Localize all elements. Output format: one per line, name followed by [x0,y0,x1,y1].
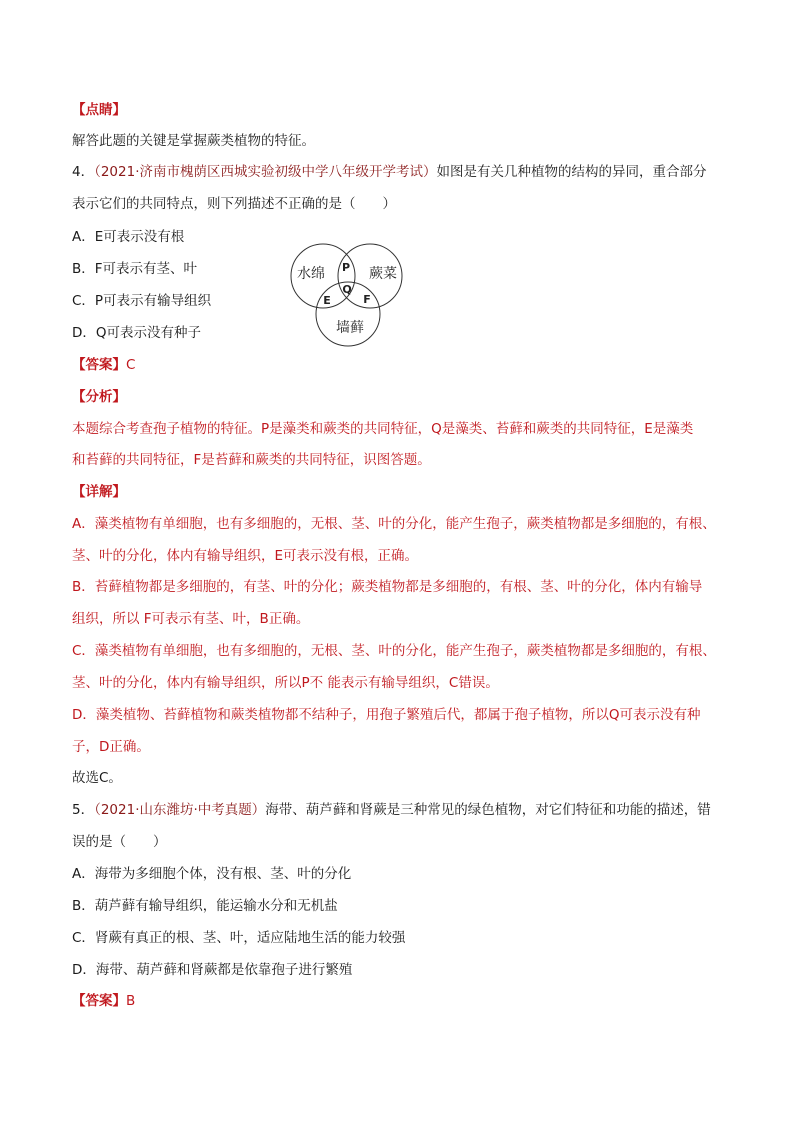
q4-detail-line: 组织，所以 F可表示有茎、叶，B正确。 [72,611,310,627]
venn-label-qiangxian: 墙藓 [336,320,364,336]
q4-detail-line: D．藻类植物、苔藓植物和蕨类植物都不结种子，用孢子繁殖后代，都属于孢子植物，所以Q可表示没有种 [72,707,701,723]
q4-answer-label: 【答案】 [72,357,126,373]
q5-answer [72,991,135,1011]
q4-conclusion: 故选C。 [72,770,122,786]
q4-option-c: C．P可表示有输导组织 [72,293,212,309]
venn-region-e: E [323,294,331,307]
q5-number: 5． [72,802,95,818]
q5-option-a: A．海带为多细胞个体，没有根、茎、叶的分化 [72,866,352,882]
q4-option-b: B．F可表示有茎、叶 [72,261,198,277]
venn-diagram [288,240,408,350]
q5-source: （2021·山东潍坊·中考真题） [94,802,266,818]
q4-answer-value: C [126,357,136,373]
q4-source: （2021·济南市槐荫区西城实验初级中学八年级开学考试） [94,164,437,180]
q4-stem: 如图是有关几种植物的结构的异同，重合部分 [436,164,707,180]
q5-option-b: B．葫芦藓有输导组织，能运输水分和无机盐 [72,898,338,914]
q5-option-c: C．肾蕨有真正的根、茎、叶，适应陆地生活的能力较强 [72,930,406,946]
q4-answer [72,355,135,375]
q5-stem: 海带、葫芦藓和肾蕨是三种常见的绿色植物，对它们特征和功能的描述，错 [265,802,711,818]
q5-answer-value: B [126,993,136,1009]
q4-detail-line: 子，D正确。 [72,739,150,755]
venn-label-jueccai: 蕨菜 [369,266,397,282]
q4-xiangjie-header: 【详解】 [72,484,126,500]
q5-option-d: D．海带、葫芦藓和肾蕨都是依靠孢子进行繁殖 [72,962,353,978]
q4-fenxi-line2: 和苔藓的共同特征，F是苔藓和蕨类的共同特征，识图答题。 [72,452,431,468]
q5-stem-line2: 误的是（ ） [72,834,167,850]
q4-detail-line: 茎、叶的分化，体内有输导组织，E可表示没有根，正确。 [72,548,419,564]
q4-detail-line: B．苔藓植物都是多细胞的，有茎、叶的分化；蕨类植物都是多细胞的，有根、茎、叶的分化，体内有输导 [72,579,703,595]
q5-answer-label: 【答案】 [72,993,126,1009]
q4-option-a: A．E可表示没有根 [72,229,185,245]
venn-region-q: Q [342,283,352,296]
dianjing-header: 【点睛】 [72,102,126,118]
q4-fenxi-header: 【分析】 [72,389,126,405]
venn-label-shuimian: 水绵 [297,266,325,282]
q4-number: 4． [72,164,95,180]
venn-region-p: P [341,261,351,274]
q4-detail-line: A．藻类植物有单细胞，也有多细胞的，无根、茎、叶的分化，能产生孢子，蕨类植物都是多细胞的，有根、 [72,516,716,532]
q5-stem-line1 [72,800,711,820]
q4-stem-line1 [72,162,707,182]
q4-fenxi-line1: 本题综合考查孢子植物的特征。P是藻类和蕨类的共同特征，Q是藻类、苔藓和蕨类的共同特征，E是藻类 [72,421,694,437]
dianjing-text: 解答此题的关键是掌握蕨类植物的特征。 [72,133,315,149]
q4-option-d: D．Q可表示没有种子 [72,325,202,341]
q4-detail-line: 茎、叶的分化，体内有输导组织，所以P不 能表示有输导组织，C错误。 [72,675,499,691]
q4-detail-line: C．藻类植物有单细胞，也有多细胞的，无根、茎、叶的分化，能产生孢子，蕨类植物都是多细胞的，有根、 [72,643,716,659]
venn-region-f: F [363,293,371,306]
q4-stem-line2: 表示它们的共同特点，则下列描述不正确的是（ ） [72,196,396,212]
